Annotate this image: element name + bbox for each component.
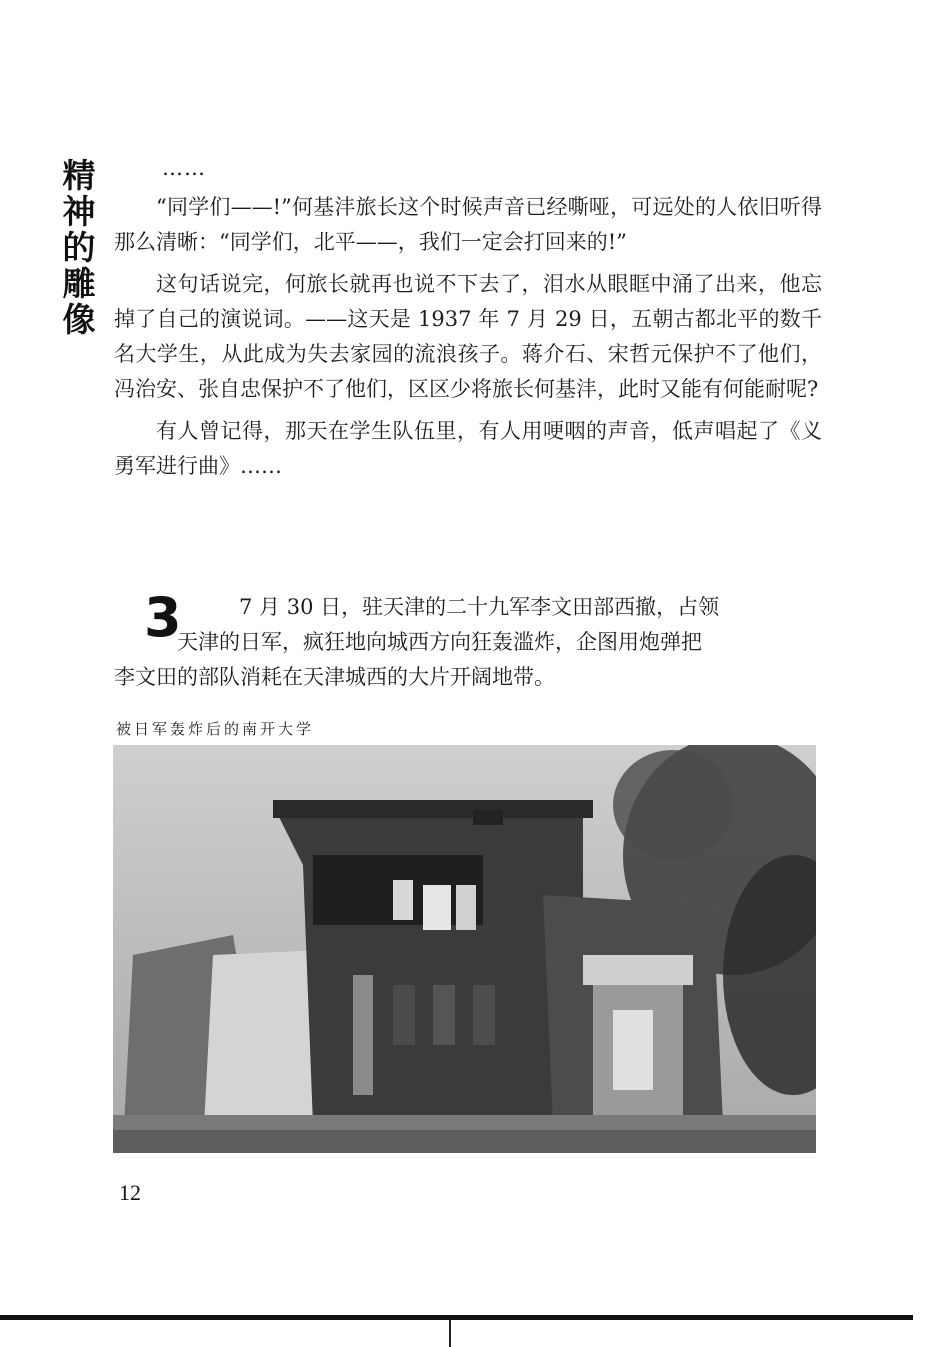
- title-char-5: 像: [62, 300, 96, 339]
- section-line-3: 李文田的部队消耗在天津城西的大片开阔地带。: [114, 665, 555, 689]
- main-text: [114, 190, 822, 484]
- vertical-book-title: [58, 158, 100, 338]
- paragraph-3: 有人曾记得，那天在学生队伍里，有人用哽咽的声音，低声唱起了《义勇军进行曲》……: [114, 419, 822, 478]
- section-text: [114, 586, 822, 695]
- title-char-3: 的: [62, 228, 96, 267]
- section-line-1: 7 月 30 日，驻天津的二十九军李文田部西撤，占领: [239, 595, 720, 619]
- bombed-building-photo: [113, 745, 816, 1153]
- page-number: 12: [119, 1180, 141, 1205]
- ellipsis-line: ……: [162, 156, 206, 180]
- paragraph-2: 这句话说完，何旅长就再也说不下去了，泪水从眼眶中涌了出来，他忘掉了自己的演说词。——这天是 1937 年 7 月 29 日，五朝古都北平的数千名大学生，从此成为失去家园的流浪孩子。蒋介石、宋哲元保护不了他们，冯治安、张自忠保护不了他们，区区少将旅长何基沣，此时又能有何能耐呢?: [114, 272, 822, 401]
- bottom-rule: [0, 1315, 913, 1320]
- photo-caption: 被日军轰炸后的南开大学: [116, 720, 315, 738]
- photo-illustration: [113, 745, 816, 1153]
- gutter-tick: [449, 1320, 451, 1347]
- paragraph-1: “同学们——!”何基沣旅长这个时候声音已经嘶哑，可远处的人依旧听得那么清晰：“同学们，北平——，我们一定会打回来的!”: [114, 195, 822, 254]
- title-char-2: 神: [62, 192, 96, 231]
- section-number: 3: [144, 586, 182, 649]
- section-line-2: 天津的日军，疯狂地向城西方向狂轰滥炸，企图用炮弹把: [177, 630, 702, 654]
- title-char-1: 精: [62, 156, 96, 195]
- section-3: [114, 586, 822, 695]
- title-char-4: 雕: [62, 264, 96, 303]
